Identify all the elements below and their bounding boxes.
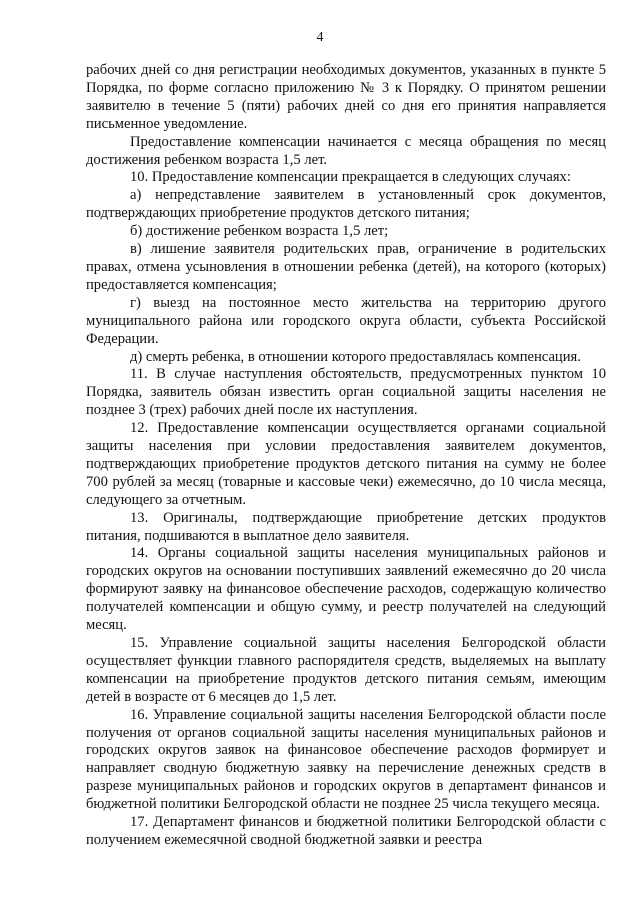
clause-13: 13. Оригиналы, подтверждающие приобретение детских продуктов питания, подшиваются в выплатное дело заявителя. — [86, 509, 606, 544]
clause-10-g: г) выезд на постоянное место жительства на территорию другого муниципального района или городского округа области, субъекта Российской Федерации. — [86, 294, 606, 347]
page-number: 4 — [316, 30, 324, 45]
document-body — [86, 62, 606, 850]
clause-12: 12. Предоставление компенсации осуществляется органами социальной защиты населения при условии предоставления заявителем документов, подтверждающих приобретение продуктов детского питания на сумму не более 700 рублей за месяц (товарные и кассовые чеки) ежемесячно, до 10 числа месяца, следующего за отчетным. — [86, 420, 606, 508]
paragraph-continuation: рабочих дней со дня регистрации необходимых документов, указанных в пункте 5 Порядка, по форме согласно приложению № 3 к Порядку. О принятом решении заявителю в течение 5 (пяти) рабочих дней со дня его принятия направляется письменное уведомление. — [86, 62, 606, 132]
clause-14: 14. Органы социальной защиты населения муниципальных районов и городских округов на основании поступивших заявлений ежемесячно до 20 числа формируют заявку на финансовое обеспечение расходов, содержащую количество получателей компенсации и общую сумму, и реестр получателей на следующий месяц. — [86, 545, 606, 634]
clause-17: 17. Департамент финансов и бюджетной политики Белгородской области с получением ежемесячной сводной бюджетной заявки и реестра — [86, 814, 606, 848]
paragraph-compensation-start: Предоставление компенсации начинается с месяца обращения по месяц достижения ребенком возраста 1,5 лет. — [86, 133, 606, 168]
clause-10-b: б) достижение ребенком возраста 1,5 лет; — [130, 223, 389, 240]
clause-10-v: в) лишение заявителя родительских прав, ограничение в родительских правах, отмена усыновления в отношении ребенка (детей), на которого (которых) предоставляется компенсация; — [86, 241, 606, 293]
clause-10-d: д) смерть ребенка, в отношении которого предоставлялась компенсация. — [130, 348, 581, 365]
clause-11: 11. В случае наступления обстоятельств, предусмотренных пунктом 10 Порядка, заявитель обязан известить орган социальной защиты населения не позднее 3 (трех) рабочих дней после их наступления. — [86, 366, 606, 419]
clause-15: 15. Управление социальной защиты населения Белгородской области осуществляет функции главного распорядителя средств, выделяемых на выплату компенсации на приобретение продуктов детского питания семьям, имеющим детей в возрасте от 6 месяцев до 1,5 лет. — [86, 635, 606, 705]
clause-16: 16. Управление социальной защиты населения Белгородской области после получения от органов социальной защиты населения муниципальных районов и городских округов заявок на финансовое обеспечение расходов формирует и направляет сводную бюджетную заявку на перечисление денежных средств в разрезе муниципальных районов и городских округов в департамент финансов и бюджетной политики Белгородской области не позднее 25 числа текущего месяца. — [86, 706, 606, 813]
clause-10-a: а) непредставление заявителем в установленный срок документов, подтверждающих приобретение продуктов детского питания; — [86, 187, 606, 222]
clause-10: 10. Предоставление компенсации прекращается в следующих случаях: — [130, 169, 571, 186]
